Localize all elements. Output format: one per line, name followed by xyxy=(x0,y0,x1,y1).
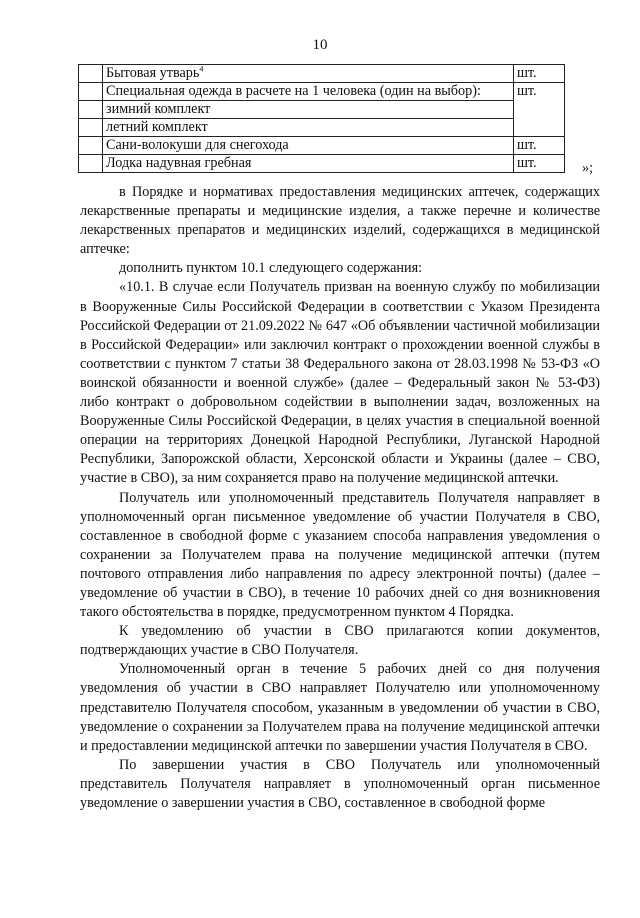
item-unit: шт. xyxy=(514,137,565,155)
item-unit: шт. xyxy=(514,83,565,101)
paragraph: Уполномоченный орган в течение 5 рабочих дней со дня получения уведомления об участии в СВО направляет Получателю или уполномоченному представителю Получателя способом, указанным в уведомлении об участии в СВО, уведомление о сохранении за Получателем права на получение медицинской аптечки и предоставлении медицинской аптечки по завершении участия Получателя в СВО. xyxy=(80,661,600,754)
table-row xyxy=(79,155,565,173)
paragraph: в Порядке и нормативах предоставления медицинских аптечек, содержащих лекарственные препараты и медицинские изделия, а также перечне и количестве лекарственных препаратов и медицинских изделий, содержащихся в медицинской аптечке: xyxy=(80,184,600,258)
item-name: зимний комплект xyxy=(103,101,514,119)
item-name: Бытовая утварь xyxy=(106,65,200,81)
item-name: Специальная одежда в расчете на 1 человека (один на выбор): xyxy=(103,83,514,101)
document-body xyxy=(80,183,600,813)
paragraph: К уведомлению об участии в СВО прилагаются копии документов, подтверждающих участие в СВО Получателя. xyxy=(80,623,600,659)
table-row xyxy=(79,101,565,119)
table-row xyxy=(79,119,565,137)
table-row xyxy=(79,137,565,155)
item-unit xyxy=(514,101,565,119)
table-row xyxy=(79,83,565,101)
item-name: летний комплект xyxy=(103,119,514,137)
item-name: Лодка надувная гребная xyxy=(103,155,514,173)
item-unit xyxy=(514,119,565,137)
item-name: Сани-волокуши для снегохода xyxy=(103,137,514,155)
footnote-ref: 4 xyxy=(199,64,204,74)
paragraph: «10.1. В случае если Получатель призван на военную службу по мобилизации в Вооруженные Силы Российской Федерации в соответствии с Указом Президента Российской Федерации от 21.09.2022 № 647 «Об объявлении частичной мобилизации в Российской Федерации» или заключил контракт о прохождении военной службы в соответствии с пунктом 7 статьи 38 Федерального закона от 28.03.1998 № 53-ФЗ «О воинской обязанности и военной службе» (далее – Федеральный закон № 53-ФЗ) либо контракт о добровольном содействии в выполнении задач, возложенных на Вооруженные Силы Российской Федерации, в целях участия в специальной военной операции на территориях Донецкой Народной Республики, Луганской Народной Республики, Запорожской области, Херсонской области и Украины (далее – СВО, участие в СВО), за ним сохраняется право на получение медицинской аптечки. xyxy=(80,279,600,487)
paragraph: По завершении участия в СВО Получатель или уполномоченный представитель Получателя направляет в уполномоченный орган письменное уведомление о завершении участия в СВО, составленное в свободной форме xyxy=(80,756,600,811)
table-row xyxy=(79,65,565,83)
items-table xyxy=(78,64,565,173)
paragraph: Получатель или уполномоченный представитель Получателя направляет в уполномоченный орган письменное уведомление об участии Получателя в СВО, составленное в свободной форме с указанием способа направления уведомления о сохранении за Получателем права на получение медицинской аптечки (путем почтового отправления либо направления по адресу электронной почты) (далее – уведомление об участии в СВО), в течение 10 рабочих дней со дня возникновения такого обстоятельства в порядке, предусмотренном пунктом 4 Порядка. xyxy=(80,489,600,621)
page-number: 10 xyxy=(312,37,328,53)
item-unit: шт. xyxy=(514,155,565,173)
item-unit: шт. xyxy=(514,65,565,83)
paragraph: дополнить пунктом 10.1 следующего содержания: xyxy=(119,260,423,277)
table-closing-quote: »; xyxy=(582,160,594,176)
